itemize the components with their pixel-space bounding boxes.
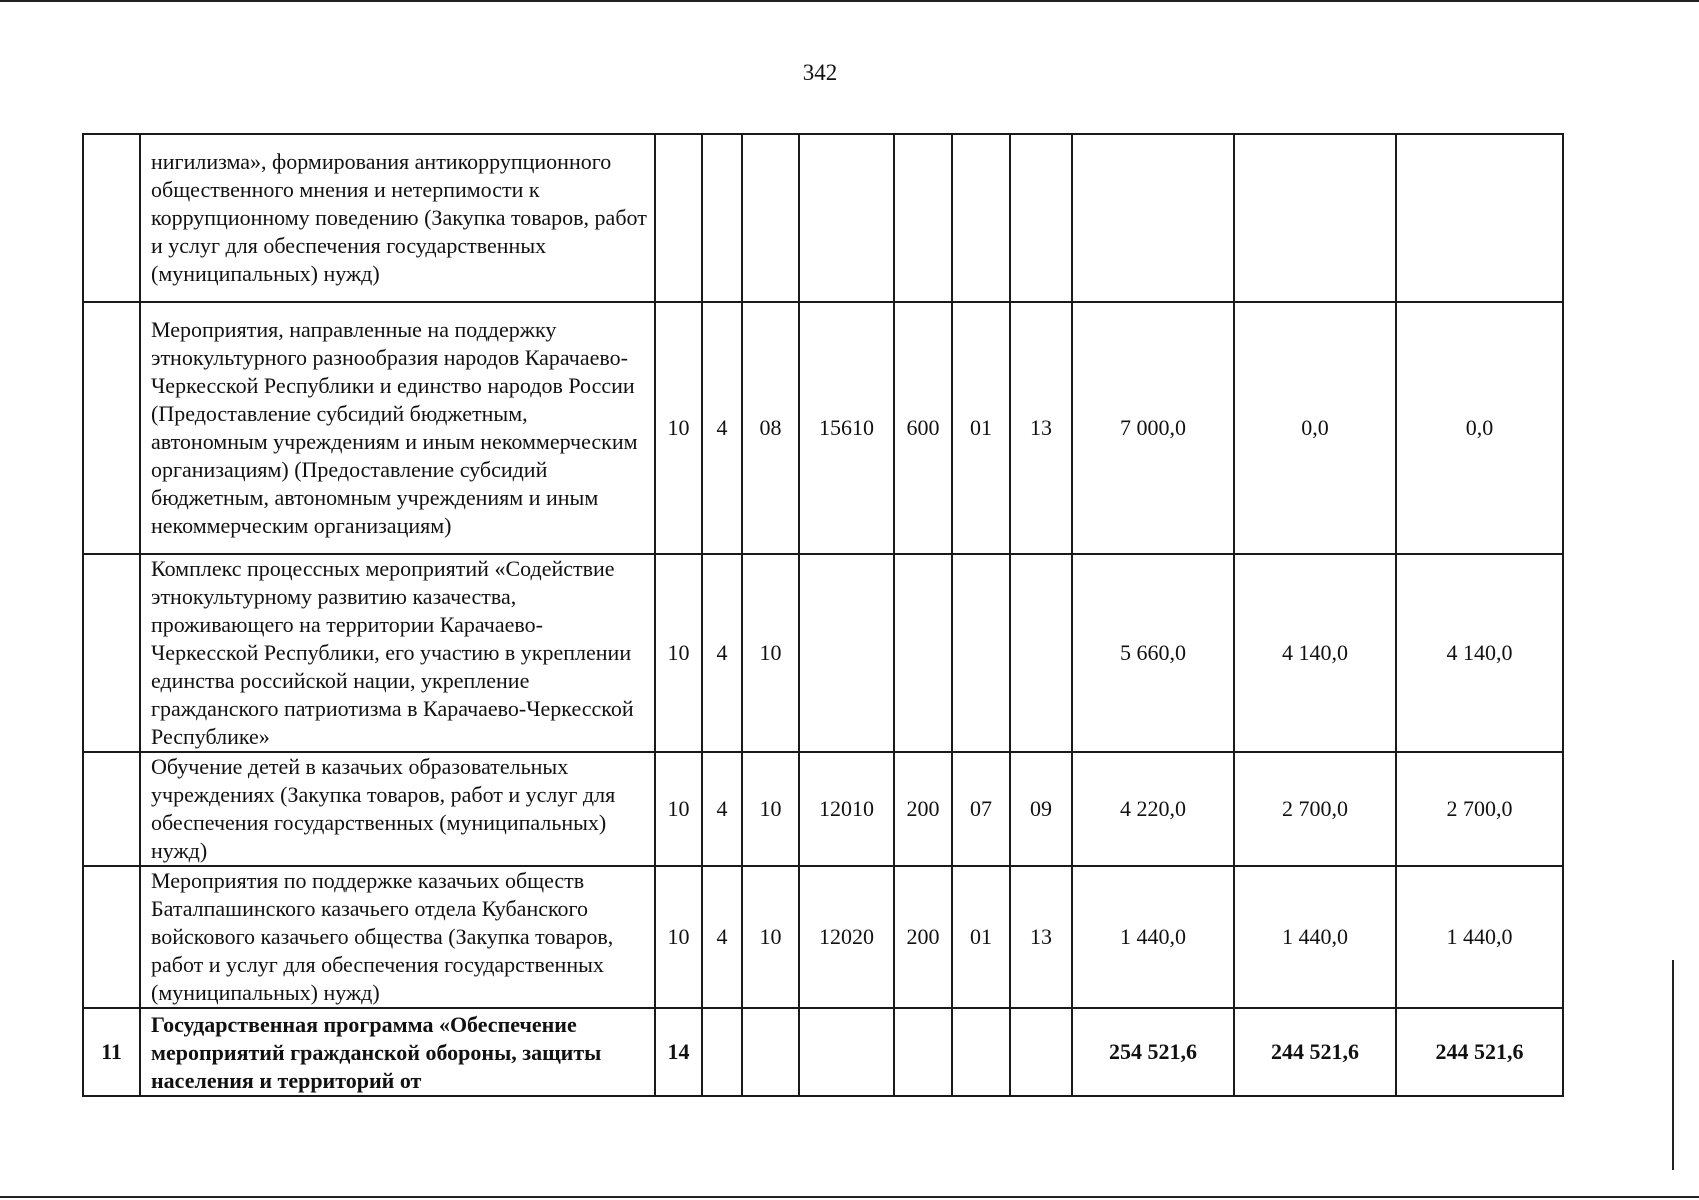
amount-year-1: 7 000,0 (1072, 302, 1234, 554)
code-section: 01 (952, 866, 1010, 1008)
code-subsection (1010, 554, 1072, 752)
code-expense-type (894, 554, 952, 752)
code-direction (799, 554, 894, 752)
row-description: Комплекс процессных мероприятий «Содействие этнокультурному развитию казачества, проживающего на территории Карачаево-Черкесской Республики, его участию в укреплении единства российской нации, укрепление гражданского патриотизма в Карачаево-Черкесской Республике» (140, 554, 655, 752)
code-type (702, 1008, 742, 1096)
code-subsection: 09 (1010, 752, 1072, 866)
code-gp: 10 (655, 302, 702, 554)
code-gp: 10 (655, 752, 702, 866)
amount-year-1: 254 521,6 (1072, 1008, 1234, 1096)
code-sub (742, 1008, 799, 1096)
row-description: Государственная программа «Обеспечение мероприятий гражданской обороны, защиты населения и территорий от (140, 1008, 655, 1096)
code-section (952, 1008, 1010, 1096)
row-description: нигилизма», формирования антикоррупционного общественного мнения и нетерпимости к коррупционному поведению (Закупка товаров, работ и услуг для обеспечения государственных (муниципальных) нужд) (140, 134, 655, 302)
amount-year-3: 2 700,0 (1396, 752, 1563, 866)
code-expense-type: 200 (894, 752, 952, 866)
code-expense-type: 600 (894, 302, 952, 554)
row-description: Обучение детей в казачьих образовательных учреждениях (Закупка товаров, работ и услуг для обеспечения государственных (муниципальных) нужд) (140, 752, 655, 866)
table-row (83, 134, 1563, 302)
code-expense-type (894, 1008, 952, 1096)
amount-year-2: 244 521,6 (1234, 1008, 1396, 1096)
code-type: 4 (702, 302, 742, 554)
amount-year-2: 4 140,0 (1234, 554, 1396, 752)
scan-edge-top (0, 0, 1699, 2)
code-sub: 10 (742, 866, 799, 1008)
row-description: Мероприятия по поддержке казачьих обществ Баталпашинского казачьего отдела Кубанского войскового казачьего общества (Закупка товаров, работ и услуг для обеспечения государственных (муниципальных) нужд) (140, 866, 655, 1008)
code-sub: 10 (742, 752, 799, 866)
code-gp: 14 (655, 1008, 702, 1096)
amount-year-2: 0,0 (1234, 302, 1396, 554)
amount-year-1: 4 220,0 (1072, 752, 1234, 866)
amount-year-3: 0,0 (1396, 302, 1563, 554)
code-sub: 10 (742, 554, 799, 752)
amount-year-1 (1072, 134, 1234, 302)
scan-edge-right (1672, 960, 1674, 1170)
code-subsection: 13 (1010, 302, 1072, 554)
scan-edge-bottom (0, 1196, 1699, 1198)
code-direction: 12020 (799, 866, 894, 1008)
code-section: 01 (952, 302, 1010, 554)
amount-year-3: 244 521,6 (1396, 1008, 1563, 1096)
code-type: 4 (702, 752, 742, 866)
row-index (83, 302, 140, 554)
budget-table (82, 133, 1564, 1097)
amount-year-2 (1234, 134, 1396, 302)
code-sub: 08 (742, 302, 799, 554)
code-direction: 15610 (799, 302, 894, 554)
code-gp: 10 (655, 554, 702, 752)
code-section (952, 134, 1010, 302)
row-index (83, 554, 140, 752)
code-direction: 12010 (799, 752, 894, 866)
table-row (83, 866, 1563, 1008)
page-number: 342 (802, 60, 838, 85)
amount-year-3: 4 140,0 (1396, 554, 1563, 752)
code-subsection: 13 (1010, 866, 1072, 1008)
code-expense-type: 200 (894, 866, 952, 1008)
row-index (83, 134, 140, 302)
row-index (83, 752, 140, 866)
amount-year-2: 2 700,0 (1234, 752, 1396, 866)
code-section: 07 (952, 752, 1010, 866)
amount-year-2: 1 440,0 (1234, 866, 1396, 1008)
code-gp (655, 134, 702, 302)
row-index: 11 (83, 1008, 140, 1096)
table-row (83, 554, 1563, 752)
amount-year-3: 1 440,0 (1396, 866, 1563, 1008)
code-direction (799, 134, 894, 302)
code-type: 4 (702, 866, 742, 1008)
code-section (952, 554, 1010, 752)
code-gp: 10 (655, 866, 702, 1008)
table-row (83, 1008, 1563, 1096)
table-row (83, 752, 1563, 866)
row-index (83, 866, 140, 1008)
amount-year-3 (1396, 134, 1563, 302)
code-sub (742, 134, 799, 302)
code-type (702, 134, 742, 302)
row-description: Мероприятия, направленные на поддержку этнокультурного разнообразия народов Карачаево-Черкесской Республики и единство народов России (Предоставление субсидий бюджетным, автономным учреждениям и иным некоммерческим организациям) (Предоставление субсидий бюджетным, автономным учреждениям и иным некоммерческим организациям) (140, 302, 655, 554)
amount-year-1: 1 440,0 (1072, 866, 1234, 1008)
code-type: 4 (702, 554, 742, 752)
code-subsection (1010, 1008, 1072, 1096)
code-subsection (1010, 134, 1072, 302)
amount-year-1: 5 660,0 (1072, 554, 1234, 752)
code-expense-type (894, 134, 952, 302)
code-direction (799, 1008, 894, 1096)
table-row (83, 302, 1563, 554)
